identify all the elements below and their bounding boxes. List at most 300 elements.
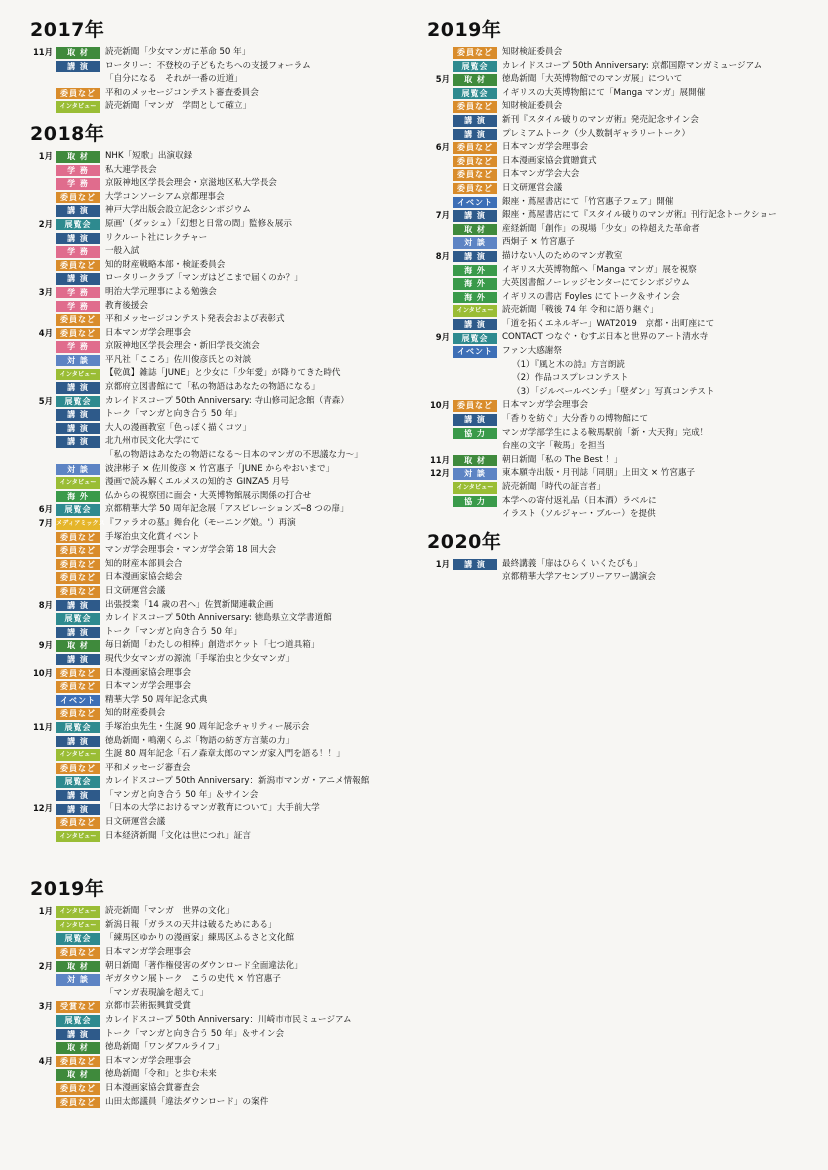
timeline-entry [28,191,413,205]
timeline-entry [28,544,413,558]
category-tag: 講 演 [56,804,100,816]
timeline-entry [425,155,815,169]
category-tag: 講 演 [453,559,497,571]
entry-month: 4月 [38,1055,53,1066]
timeline-entry [28,204,413,218]
entry-text: 日本マンガ学会理事会 [502,142,588,153]
category-tag: 委員など [56,947,100,959]
category-tag: 対 談 [56,355,100,367]
category-tag: 講 演 [453,129,497,141]
category-tag: 海 外 [453,278,497,290]
entry-month: 11月 [32,47,53,57]
category-tag: 委員など [453,47,497,59]
entry-text: 知的財産本部員会合 [105,558,183,569]
timeline-entry [28,919,413,933]
entry-text: 日本経済新聞「文化は世につれ」証言 [105,830,251,841]
category-tag: 取 材 [453,224,497,236]
timeline-entry [28,748,413,762]
timeline-entry [28,816,413,830]
timeline-entry [28,830,413,844]
timeline-entry [28,775,413,789]
entry-text: 北九州市民文化大学にて [105,436,200,447]
entry-month: 9月 [38,640,53,651]
timeline-entry [28,435,413,449]
category-tag: 学 務 [56,246,100,258]
timeline-entry [28,232,413,246]
category-tag: 学 務 [56,341,100,353]
entry-text: 東本願寺出版・月刊誌「同朋」上田文 × 竹宮惠子 [502,468,696,479]
timeline-entry [425,495,815,509]
entry-text: カレイドスコープ 50th Anniversary: 京都国際マンガミュージアム [502,60,763,71]
entry-text: 出張授業「14 歳の君へ」佐賀新聞連載企画 [105,599,274,610]
timeline-entry [28,164,413,178]
entry-text: リクルート社にレクチャー [105,232,208,243]
timeline-entry [28,1068,413,1082]
category-tag: インタビュー [56,477,100,489]
category-tag: 講 演 [56,1029,100,1041]
category-tag: 協 力 [453,428,497,440]
entry-text: 神戸大学出版会設立記念シンポジウム [105,205,251,216]
entry-month: 1月 [38,150,53,161]
entry-text: 大学コンソーシアム京都理事会 [105,191,225,202]
category-tag: インタビュー [56,101,100,113]
timeline-entry [28,762,413,776]
timeline-entry [28,313,413,327]
year-heading: 2019年 [30,878,105,901]
category-tag [453,360,497,372]
entry-text: 京都精華大学アセンブリーアワー講演会 [502,572,656,583]
entry-month: 3月 [38,286,53,297]
category-tag: 委員など [56,559,100,571]
category-tag: 展覧会 [453,88,497,100]
timeline-entry [28,599,413,613]
timeline-entry [28,653,413,667]
timeline-entry [425,372,815,386]
entry-text: プレミアムトーク（少人数制ギャラリートーク） [502,128,691,139]
timeline-entry [28,381,413,395]
entry-text: 最終講義「扉はひらく いくたびも」 [502,558,643,569]
entry-month: 10月 [32,667,53,678]
category-tag: 取 材 [56,1069,100,1081]
category-tag: 取 材 [56,640,100,652]
category-tag: 委員など [56,1056,100,1068]
timeline-entry [425,277,815,291]
entry-month: 5月 [435,74,450,85]
entry-text: ロータリー：不登校の子どもたちへの支援フォーラム [105,60,311,71]
timeline-entry [425,209,815,223]
entry-text: 【乾眞】雑誌「JUNE」と少女に「少年愛」が降りてきた時代 [105,368,341,379]
entry-text: イギリスの大英博物館にて「Manga マンガ」展開催 [502,87,706,98]
category-tag: 協 力 [453,496,497,508]
timeline-entry [425,467,815,481]
timeline-entry [28,932,413,946]
category-tag: 講 演 [56,790,100,802]
entry-text: 徳島新聞・鳴潮くらぶ「物語の紡ぎ方言葉の力」 [105,735,295,746]
entry-text: 平凡社「こころ」佐川俊彦氏との対談 [105,354,252,365]
timeline-entry [28,272,413,286]
entry-text: マンガ学会理事会・マンガ学会第 18 回大会 [105,545,277,556]
category-tag: 学 務 [56,287,100,299]
category-tag [453,387,497,399]
category-tag: 講 演 [56,436,100,448]
entry-text: 新刊『スタイル破りのマンガ術』発売記念サイン会 [502,114,699,125]
category-tag: インタビュー [56,369,100,381]
timeline-entry [425,182,815,196]
entry-text: 徳島新聞「令和」と歩む未来 [105,1069,217,1080]
timeline-entry [28,721,413,735]
entry-month: 10月 [429,400,450,411]
entry-text: 一般入試 [105,246,140,257]
timeline-entry [425,114,815,128]
entry-text: 「練馬区ゆかりの漫画家」練馬区ふるさと文化館 [105,933,295,944]
category-tag: 展覧会 [56,219,100,231]
timeline-entry [425,100,815,114]
timeline-entry [28,354,413,368]
category-tag: 取 材 [56,1042,100,1054]
timeline-entry [425,571,815,585]
entry-text: 「私の物語はあなたの物語になる〜日本のマンガの不思議な力〜」 [105,450,363,461]
timeline-entry [425,168,815,182]
entry-text: トーク「マンガと向き合う 50 年」＆サイン会 [105,1028,285,1039]
category-tag: 委員など [453,101,497,113]
timeline-entry [425,399,815,413]
entry-text: （3）「ジルベールベンチ」「壁ダン」写真コンテスト [512,386,715,397]
entry-month: 8月 [38,599,53,610]
category-tag: 委員など [56,88,100,100]
category-tag [56,74,100,86]
category-tag: インタビュー [56,831,100,843]
entry-month: 1月 [38,906,53,917]
entry-text: 読売新聞「戦後 74 年 令和に語り継ぐ」 [502,305,659,316]
category-tag: 講 演 [56,273,100,285]
entry-text: 明治大学元理事による勉強会 [105,286,217,297]
timeline-entry [28,571,413,585]
category-tag: 講 演 [453,319,497,331]
timeline-entry [425,223,815,237]
entry-text: 平和メッセージ審査会 [105,762,191,773]
timeline-entry [425,345,815,359]
timeline-entry [425,359,815,373]
entry-text: 本学への寄付返礼品（日本酒）ラベルに [502,495,657,506]
entry-text: 知財検証委員会 [502,101,563,112]
entry-text: 毎日新聞「わたしの相棒」創造ポケット「七つ道具箱」 [105,640,320,651]
entry-text: カレイドスコープ 50th Anniversary: 徳島県立文学書道館 [105,613,332,624]
timeline-entry [28,73,413,87]
timeline-entry [28,340,413,354]
category-tag: インタビュー [453,305,497,317]
category-tag: 講 演 [56,627,100,639]
entry-month: 11月 [429,454,450,465]
timeline-entry [28,802,413,816]
category-tag: 展覧会 [56,396,100,408]
timeline-entry [28,408,413,422]
entry-text: 日本マンガ学会大会 [502,169,580,180]
entry-text: 「自分になる それが一番の近道」 [105,74,243,85]
entry-text: 平和メッセージコンテスト発表会および表彰式 [105,314,285,325]
category-tag: 委員など [56,586,100,598]
entry-text: 「日本の大学におけるマンガ教育について」大手前大学 [105,803,320,814]
category-tag: 講 演 [56,600,100,612]
entry-text: イギリスの書店 Foyles にてトーク＆サイン会 [502,291,680,302]
timeline-entry [28,626,413,640]
category-tag [56,988,100,1000]
entry-month: 8月 [435,250,450,261]
timeline-entry [28,1000,413,1014]
timeline-entry [28,531,413,545]
category-tag: 講 演 [56,409,100,421]
category-tag: 海 外 [453,265,497,277]
entry-text: 朝日新聞「私の The Best ！」 [502,454,623,465]
category-tag: 展覧会 [56,1015,100,1027]
timeline-entry [28,1028,413,1042]
category-tag: 委員など [453,400,497,412]
entry-text: 原画'（ダッシュ）「幻想と日常の間」監修＆展示 [105,218,292,229]
timeline-entry [28,1041,413,1055]
timeline-entry [28,395,413,409]
entry-text: 日本マンガ学会理事会 [105,947,191,958]
category-tag: 取 材 [56,151,100,163]
timeline-entry [28,517,413,531]
entry-text: ファン大感謝祭 [502,346,562,357]
year-heading: 2019年 [427,19,502,41]
timeline-entry [28,245,413,259]
timeline-entry [28,694,413,708]
category-tag: 委員など [56,260,100,272]
category-tag: 講 演 [453,414,497,426]
entry-text: 手塚治虫文化賞イベント [105,531,200,542]
entry-month: 2月 [38,218,53,229]
right-column [425,18,815,585]
category-tag: 対 談 [56,464,100,476]
category-tag: 学 務 [56,165,100,177]
category-tag: 取 材 [56,961,100,973]
entry-text: 日文研運営会議 [502,182,563,193]
timeline-entry [28,1082,413,1096]
timeline-entry [425,304,815,318]
category-tag: 対 談 [453,237,497,249]
timeline-entry [425,440,815,454]
category-tag: 委員など [453,169,497,181]
category-tag: 講 演 [56,654,100,666]
timeline-entry [28,973,413,987]
timeline-entry [28,150,413,164]
entry-text: 日本マンガ学会理事会 [105,327,191,338]
category-tag: メディアミックス [56,518,100,530]
category-tag: 委員など [453,156,497,168]
entry-text: カレイドスコープ 50th Anniversary: 寺山修司記念館（青森） [105,395,349,406]
entry-text: トーク「マンガと向き合う 50 年」 [105,409,242,420]
timeline-entry [28,612,413,626]
timeline-entry [28,367,413,381]
timeline-entry [425,454,815,468]
category-tag: 展覧会 [56,722,100,734]
category-tag [453,509,497,521]
entry-text: 山田太郎議員「違法ダウンロード」の案件 [105,1096,269,1107]
category-tag: 委員など [453,142,497,154]
category-tag: 委員など [56,328,100,340]
entry-text: イギリス大英博物館へ「Manga マンガ」展を視察 [502,264,697,275]
entry-text: 私大連学長会 [105,164,157,175]
category-tag: 講 演 [56,233,100,245]
category-tag: 委員など [56,314,100,326]
entry-text: 知的財産戦略本部・検証委員会 [105,259,226,270]
entry-text: 平和のメッセージコンテスト審査委員会 [105,87,259,98]
entry-text: 徳島新聞「ワンダフルライフ」 [105,1042,225,1053]
entry-text: 波津彬子 × 佐川俊彦 × 竹宮惠子「JUNE からやおいまで」 [105,463,335,474]
entry-text: 大英図書館ノーレッジセンターにてシンポジウム [502,278,690,289]
entry-text: 新潟日報「ガラスの天井は破るためにある」 [105,919,277,930]
entry-text: ロータリークラブ「マンガはどこまで届くのか？」 [105,273,303,284]
entry-month: 7月 [38,518,53,528]
category-tag: 展覧会 [453,61,497,73]
entry-month: 2月 [38,960,53,971]
entry-text: 「道を拓くエネルギー」WAT2019 京都・出町座にて [502,318,715,329]
category-tag: 海 外 [453,292,497,304]
timeline-entry [28,286,413,300]
entry-text: 日本漫画家協会理事会 [105,667,191,678]
entry-month: 12月 [32,803,53,814]
category-tag: 委員など [56,192,100,204]
entry-text: 台座の文字「鞍馬」を担当 [502,441,606,452]
timeline-entry [28,558,413,572]
entry-text: 産経新聞「創作」の現場「少女」の枠超えた革命者 [502,223,700,234]
entry-text: 仏からの視察団に面会・大英博物館展示関係の打合せ [105,490,312,501]
entry-text: マンガ学部学生による鞍馬駅前「新・大天狗」完成！ [502,427,709,438]
timeline-entry [425,481,815,495]
category-tag: 展覧会 [56,933,100,945]
timeline-entry [28,1014,413,1028]
entry-text: 教育後援会 [105,300,148,311]
timeline-entry [28,707,413,721]
category-tag: 展覧会 [56,613,100,625]
timeline-entry [28,259,413,273]
entry-text: 大人の漫画教室「色っぽく描くコツ」 [105,422,252,433]
entry-text: 生誕 80 周年記念「石ノ森章太郎のマンガ家入門を語る！！」 [105,749,345,760]
entry-month: 9月 [435,332,450,343]
category-tag: 学 務 [56,301,100,313]
category-tag: 対 談 [56,974,100,986]
entry-text: カレイドスコープ 50th Anniversary：川崎市市民ミュージアム [105,1015,352,1025]
category-tag [56,450,100,462]
timeline-entry [425,141,815,155]
category-tag: イベント [453,346,497,358]
category-tag: 委員など [56,668,100,680]
entry-month: 6月 [435,142,450,153]
entry-text: 徳島新聞「大英博物館でのマンガ展」について [502,74,683,85]
category-tag: 学 務 [56,178,100,190]
category-tag [453,441,497,453]
timeline-entry [425,264,815,278]
entry-month: 4月 [38,327,53,338]
entry-text: 日本マンガ学会理事会 [105,1055,191,1066]
timeline-entry [28,476,413,490]
entry-text: 漫画で読み解くエルメスの知的さ GINZA5 月号 [105,477,290,488]
category-tag: 講 演 [56,423,100,435]
entry-text: 読売新聞「マンガ 世界の文化」 [105,906,234,917]
timeline-entry [425,558,815,572]
entry-month: 6月 [38,504,53,515]
category-tag: 海 外 [56,491,100,503]
timeline-entry [28,327,413,341]
timeline-entry [28,735,413,749]
category-tag: 委員など [453,183,497,195]
category-tag: インタビュー [453,482,497,494]
timeline-entry [28,960,413,974]
category-tag: 講 演 [56,61,100,73]
timeline-entry [28,905,413,919]
category-tag: 講 演 [56,382,100,394]
timeline-entry [28,218,413,232]
category-tag: 委員など [56,545,100,557]
timeline-entry [425,413,815,427]
category-tag: 講 演 [56,205,100,217]
entry-text: イラスト（ソルジャー・ブルー）を提供 [502,509,656,520]
entry-text: 描けない人のためのマンガ教室 [502,250,623,261]
timeline-entry [425,73,815,87]
entry-text: 京阪神地区学長会理会・京滋地区私大学長会 [105,178,277,189]
entry-text: 手塚治虫先生・生誕 90 周年記念チャリティー展示会 [105,721,310,732]
entry-text: 朝日新聞「著作権侵害のダウンロード全面違法化」 [105,960,303,971]
entry-text: カレイドスコープ 50th Anniversary：新潟市マンガ・アニメ情報館 [105,776,370,787]
entry-month: 5月 [38,395,53,406]
category-tag: 委員など [56,1097,100,1109]
timeline-entry [28,503,413,517]
entry-text: 読売新聞「時代の証言者」 [502,482,606,492]
entry-text: 「香りを紡ぐ」大分香りの博物館にて [502,414,649,425]
category-tag: イベント [56,695,100,707]
category-tag: 講 演 [56,736,100,748]
timeline-entry [425,427,815,441]
entry-text: 日本漫画家協会賞審査会 [105,1082,200,1093]
left-column [28,18,413,1109]
timeline-entry [425,46,815,60]
entry-month: 1月 [435,558,450,569]
entry-text: 日本漫画家協会総会 [105,572,183,583]
category-tag: インタビュー [56,920,100,932]
timeline-entry [28,1096,413,1110]
entry-text: 日本マンガ学会理事会 [502,400,588,411]
entry-text: ギガタウン展トーク こうの史代 × 竹宮惠子 [105,974,281,985]
entry-text: 銀座・蔦屋書店にて『スタイル破りのマンガ術』刊行記念トークショー [502,210,777,221]
timeline-entry [425,331,815,345]
timeline-entry [28,680,413,694]
entry-text: 銀座・蔦屋書店にて「竹宮惠子フェア」開催 [502,196,674,207]
category-tag: 取 材 [453,74,497,86]
timeline-entry [28,177,413,191]
category-tag: 委員など [56,681,100,693]
timeline-entry [425,250,815,264]
category-tag: 対 談 [453,468,497,480]
category-tag: インタビュー [56,906,100,918]
category-tag: 取 材 [453,455,497,467]
category-tag [453,572,497,584]
entry-text: CONTACT つなぐ・むすぶ日本と世界のアート清水寺 [502,332,709,343]
timeline-entry [28,46,413,60]
timeline-entry [425,196,815,210]
timeline-entry [28,490,413,504]
entry-month: 7月 [435,210,450,221]
entry-text: 京都府立図書館にて「私の物語はあなたの物語になる」 [105,382,320,393]
entry-text: 日本マンガ学会理事会 [105,681,191,692]
category-tag: 講 演 [453,210,497,222]
timeline-entry [28,1055,413,1069]
entry-text: 精華大学 50 周年記念式典 [105,694,208,705]
category-tag: 受賞など [56,1001,100,1013]
entry-text: 「マンガと向き合う 50 年」＆サイン会 [105,789,259,800]
entry-month: 11月 [32,721,53,732]
timeline-entry [28,463,413,477]
entry-text: （1）『風と木の詩』方言朗読 [512,359,625,370]
